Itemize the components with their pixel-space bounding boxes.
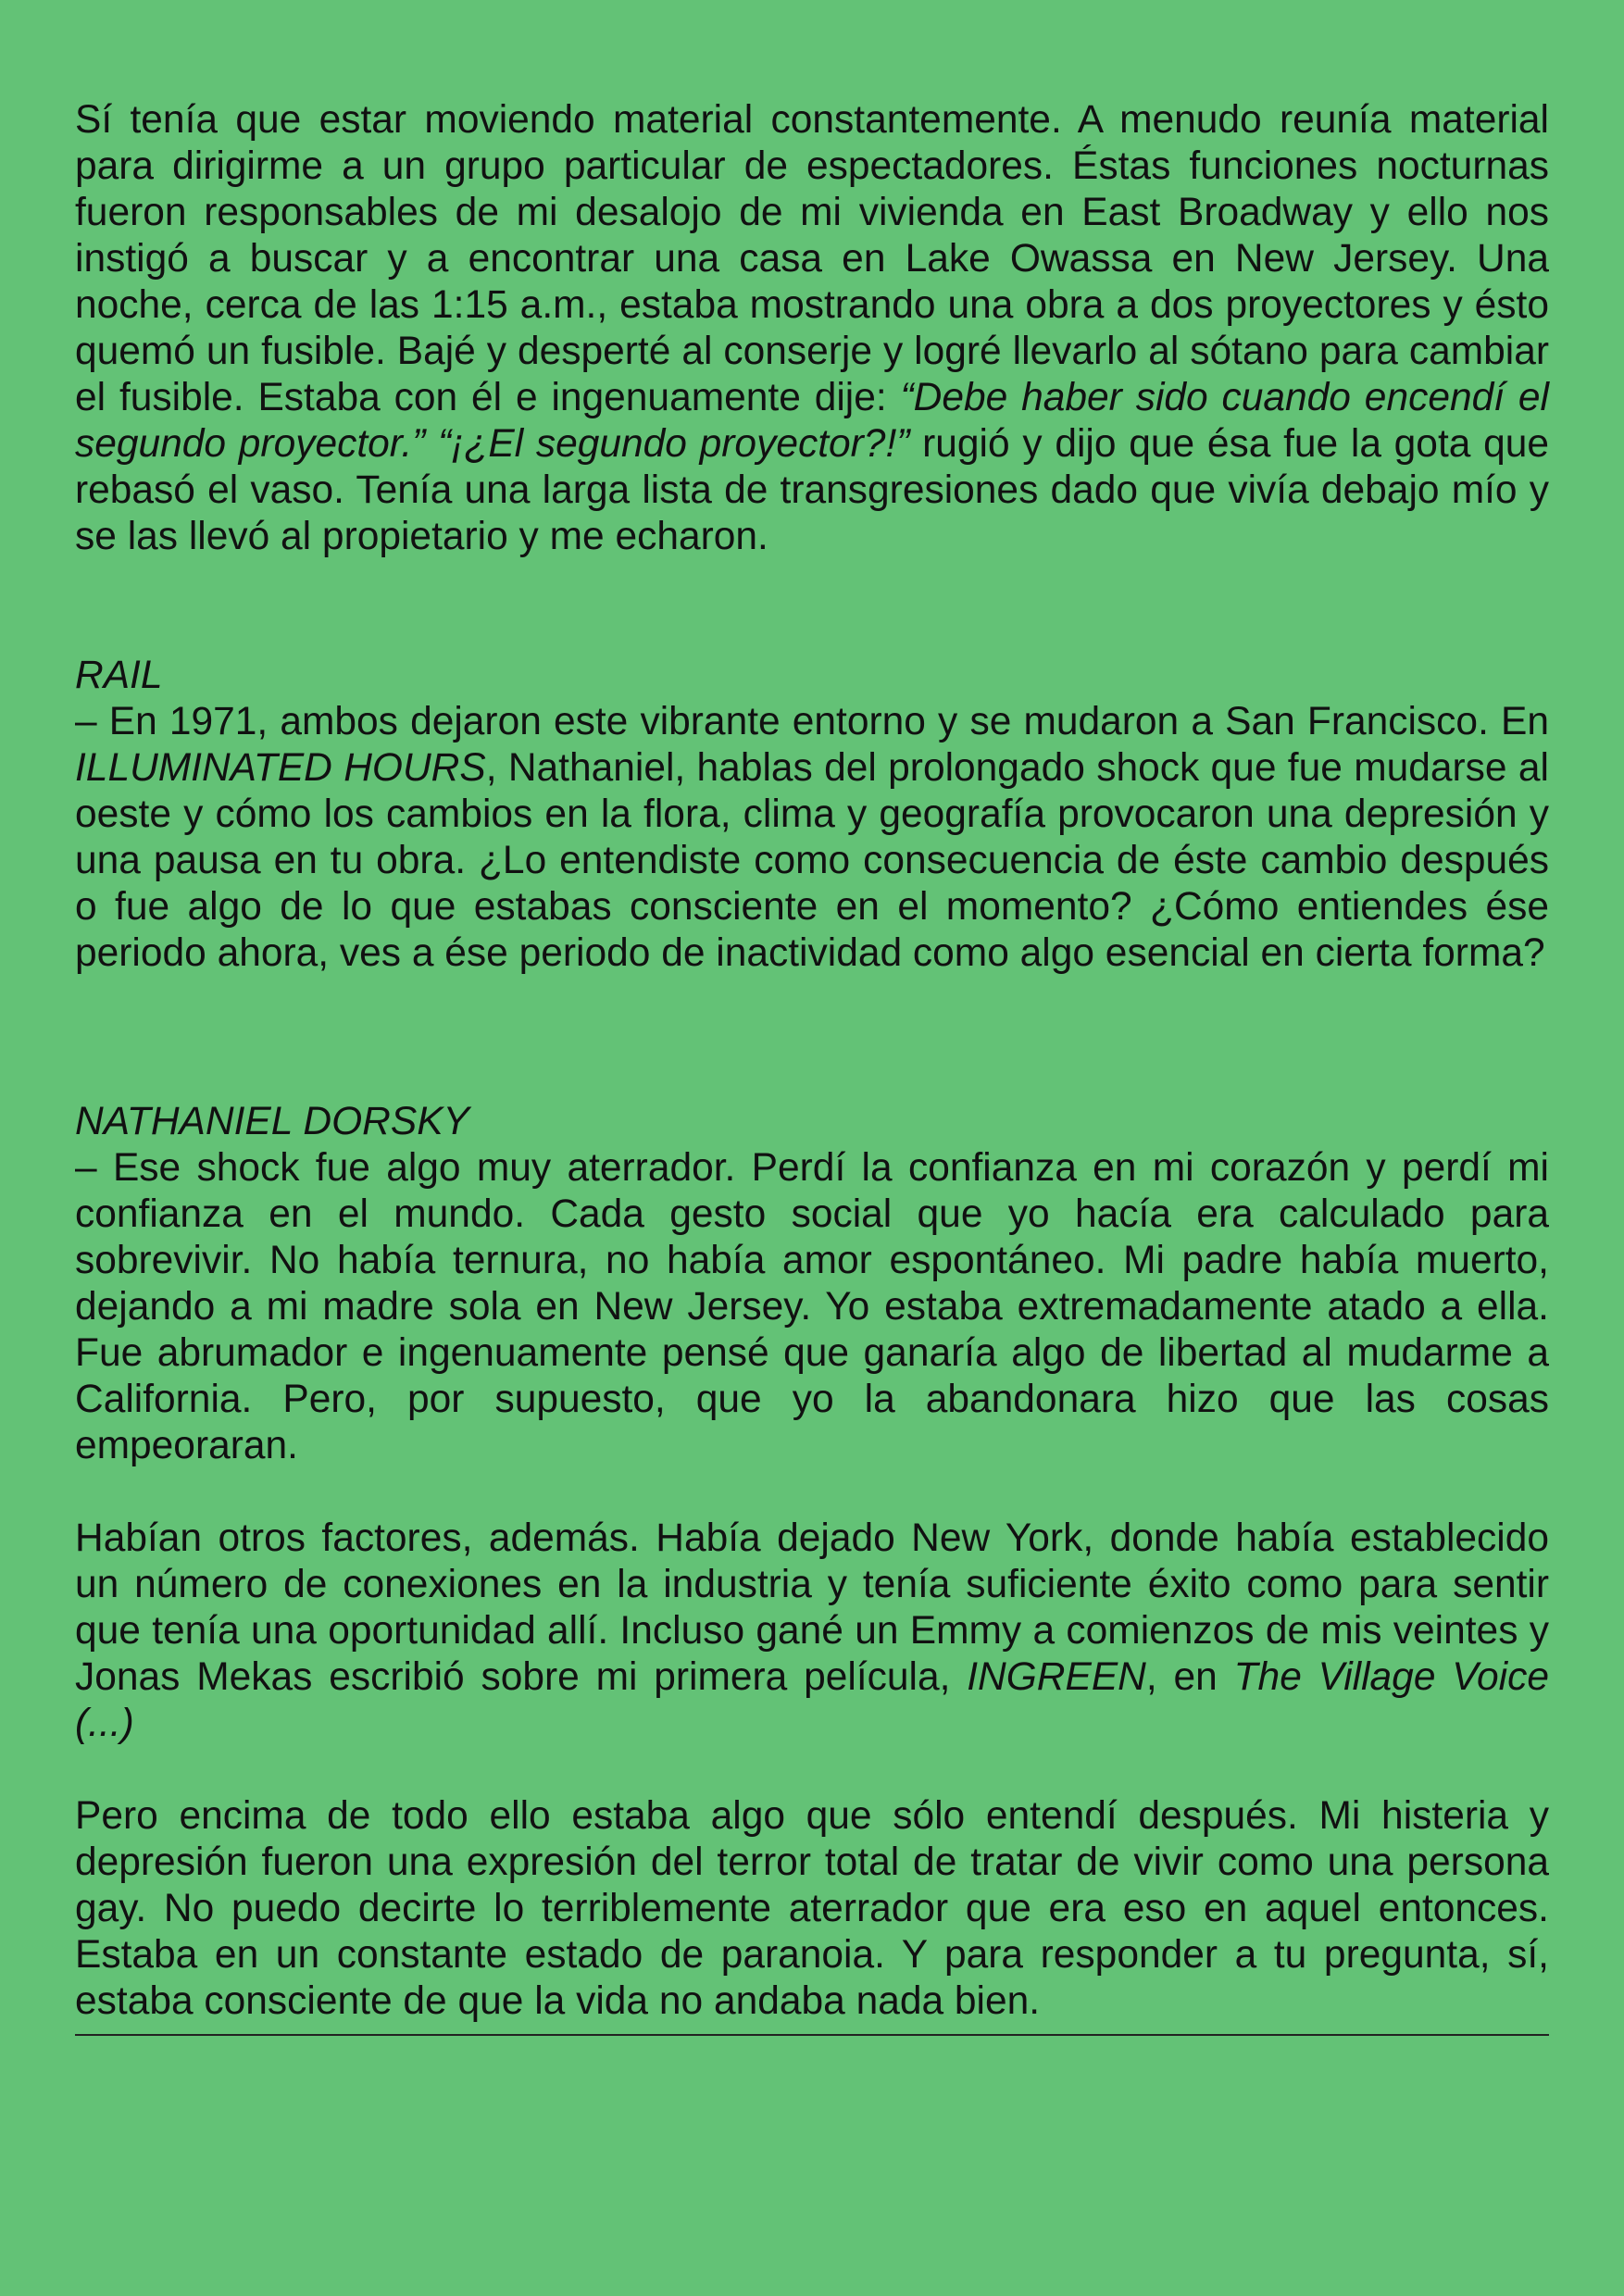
document-page — [75, 97, 1549, 2036]
publication-title: The Village Voice (...) — [75, 1655, 1550, 1745]
dorsky-answer-paragraph-1: – Ese shock fue algo muy aterrador. Perdí la confianza en mi corazón y perdí mi confianza en el mundo. Cada gesto social que yo hacía era calculado para sobrevivir. No había ternura, no había amor espontáneo. Mi padre había muerto, dejando a mi madre sola en New Jersey. Yo estaba extremadamente atado a ella. Fue abrumador e ingenuamente pensé que ganaría algo de libertad al mudarme a California. Pero, por supuesto, que yo la abandonara hizo que las cosas empeoraran. — [75, 1146, 1549, 1467]
paragraph-spacer — [75, 1747, 1549, 1793]
rail-text-part1: – En 1971, ambos dejaron este vibrante entorno y se mudaron a San Francisco. En — [75, 700, 1549, 743]
intro-text-part2: rugió y dijo que ésa fue la gota que rebasó el vaso. Tenía una larga lista de transgresiones dado que vivía debajo mío y se las llevó al propietario y me echaron. — [75, 422, 1550, 558]
dorsky-answer-paragraph-3: Pero encima de todo ello estaba algo que sólo entendí después. Mi histeria y depresión fueron una expresión del terror total de tratar de vivir como una persona gay. No puedo decirte lo terriblemente aterrador que era eso en aquel entonces. Estaba en un constante estado de paranoia. Y para responder a tu pregunta, sí, estaba consciente de que la vida no andaba nada bien. — [75, 1794, 1549, 2023]
speaker-label-dorsky: NATHANIEL DORSKY — [75, 1100, 469, 1143]
section-spacer — [75, 560, 1549, 653]
rail-book-title: ILLUMINATED HOURS — [75, 746, 486, 790]
intro-quote-spacer — [425, 422, 438, 466]
intro-text-part1: Sí tenía que estar moviendo material constantemente. A menudo reunía material para dirigirme a un grupo particular de espectadores. Éstas funciones nocturnas fueron responsables de mi desalojo de mi vivienda en East Broadway y ello nos instigó a buscar y a encontrar una casa en Lake Owassa en New Jersey. Una noche, cerca de las 1:15 a.m., estaba mostrando una obra a dos proyectores y ésto quemó un fusible. Bajé y desperté al conserje y logré llevarlo al sótano para cambiar el fusible. Estaba con él e ingenuamente dije: — [75, 98, 1549, 419]
film-title: INGREEN — [967, 1655, 1146, 1699]
intro-paragraph — [75, 97, 1549, 560]
rail-question — [75, 699, 1549, 977]
paragraph-spacer — [75, 1469, 1549, 1516]
dorsky-answer-paragraph-2 — [75, 1516, 1549, 1747]
rail-text-part2: , Nathaniel, hablas del prolongado shock que fue mudarse al oeste y cómo los cambios en la flora, clima y geografía provocaron una depresión y una pausa en tu obra. ¿Lo entendiste como consecuencia de éste cambio después o fue algo de lo que estabas consciente en el momento? ¿Cómo entiendes ése periodo ahora, ves a ése periodo de inactividad como algo esencial en cierta forma? — [75, 746, 1549, 975]
section-spacer — [75, 977, 1549, 1099]
intro-quote-2: “¡¿El segundo proyector?!” — [438, 422, 910, 466]
dorsky-p2-part2: , en — [1145, 1655, 1234, 1699]
intro-quote-1: “Debe haber sido cuando encendí el segundo proyector.” — [75, 376, 1549, 466]
bottom-divider-line — [75, 2034, 1549, 2036]
speaker-label-rail: RAIL — [75, 654, 163, 697]
dorsky-p2-part1: Habían otros factores, además. Había dejado New York, donde había establecido un número de conexiones en la industria y tenía suficiente éxito como para sentir que tenía una oportunidad allí. Incluso gané un Emmy a comienzos de mis veintes y Jonas Mekas escribió sobre mi primera película, — [75, 1516, 1549, 1699]
